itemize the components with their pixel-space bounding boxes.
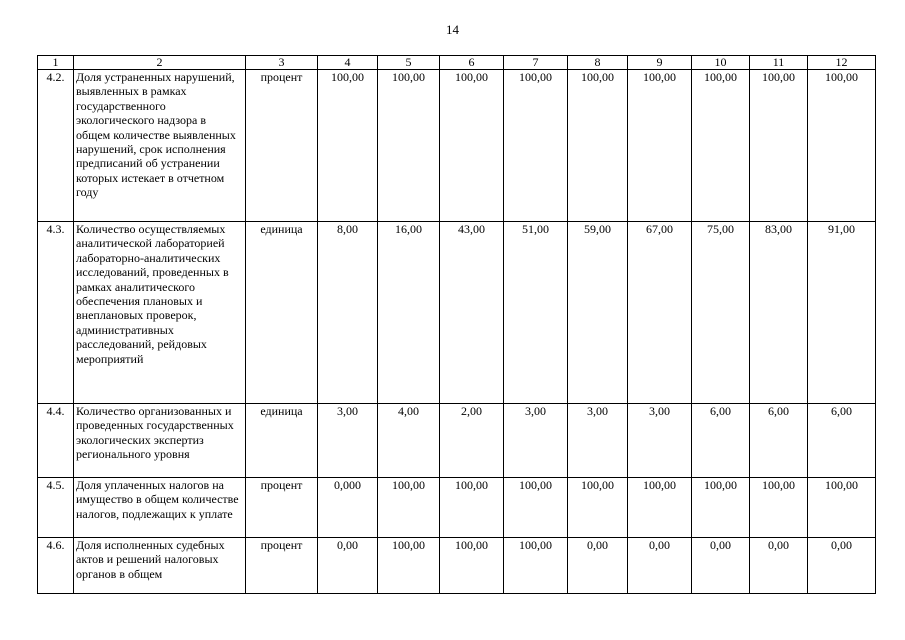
header-cell: 8 xyxy=(568,56,628,70)
value-cell: 67,00 xyxy=(628,222,692,404)
row-number-cell: 4.4. xyxy=(38,404,74,478)
page-number: 14 xyxy=(446,22,459,37)
value-cell: 0,00 xyxy=(318,538,378,594)
value-cell: 3,00 xyxy=(568,404,628,478)
header-cell: 2 xyxy=(74,56,246,70)
value-cell: 6,00 xyxy=(808,404,876,478)
value-cell: 16,00 xyxy=(378,222,440,404)
value-cell: 100,00 xyxy=(440,70,504,222)
value-cell: 0,00 xyxy=(692,538,750,594)
value-cell: 100,00 xyxy=(318,70,378,222)
value-cell: 3,00 xyxy=(318,404,378,478)
value-cell: 100,00 xyxy=(440,538,504,594)
value-cell: 100,00 xyxy=(692,70,750,222)
indicator-name-cell: Количество осуществляемых аналитической лабораторией лабораторно-аналитических исследований, проведенных в рамках аналитического обеспечения плановых и внеплановых проверок, административных расследований, рейдовых мероприятий xyxy=(74,222,246,404)
header-cell: 12 xyxy=(808,56,876,70)
value-cell: 100,00 xyxy=(504,70,568,222)
value-cell: 100,00 xyxy=(568,70,628,222)
header-cell: 5 xyxy=(378,56,440,70)
table-row xyxy=(38,478,876,538)
unit-cell: процент xyxy=(246,478,318,538)
table-row xyxy=(38,70,876,222)
header-cell: 6 xyxy=(440,56,504,70)
value-cell: 0,00 xyxy=(808,538,876,594)
header-cell: 9 xyxy=(628,56,692,70)
value-cell: 0,00 xyxy=(568,538,628,594)
header-cell: 3 xyxy=(246,56,318,70)
value-cell: 0,000 xyxy=(318,478,378,538)
value-cell: 2,00 xyxy=(440,404,504,478)
value-cell: 100,00 xyxy=(750,70,808,222)
value-cell: 100,00 xyxy=(378,70,440,222)
table-row xyxy=(38,222,876,404)
value-cell: 83,00 xyxy=(750,222,808,404)
value-cell: 0,00 xyxy=(628,538,692,594)
unit-cell: процент xyxy=(246,70,318,222)
table-row xyxy=(38,404,876,478)
header-cell: 4 xyxy=(318,56,378,70)
value-cell: 100,00 xyxy=(378,478,440,538)
value-cell: 100,00 xyxy=(628,70,692,222)
value-cell: 75,00 xyxy=(692,222,750,404)
value-cell: 100,00 xyxy=(504,478,568,538)
header-cell: 1 xyxy=(38,56,74,70)
header-cell: 11 xyxy=(750,56,808,70)
value-cell: 8,00 xyxy=(318,222,378,404)
table-row xyxy=(38,538,876,594)
value-cell: 59,00 xyxy=(568,222,628,404)
unit-cell: процент xyxy=(246,538,318,594)
header-row xyxy=(38,56,876,70)
indicator-name-cell: Доля устраненных нарушений, выявленных в рамках государственного экологического надзора в общем количестве выявленных нарушений, срок исполнения предписаний об устранении которых истекает в отчетном году xyxy=(74,70,246,222)
value-cell: 91,00 xyxy=(808,222,876,404)
value-cell: 6,00 xyxy=(692,404,750,478)
indicator-name-cell: Количество организованных и проведенных государственных экологических экспертиз регионального уровня xyxy=(74,404,246,478)
indicator-name-cell: Доля исполненных судебных актов и решений налоговых органов в общем xyxy=(74,538,246,594)
unit-cell: единица xyxy=(246,404,318,478)
value-cell: 4,00 xyxy=(378,404,440,478)
value-cell: 100,00 xyxy=(378,538,440,594)
header-cell: 7 xyxy=(504,56,568,70)
header-cell: 10 xyxy=(692,56,750,70)
value-cell: 100,00 xyxy=(808,70,876,222)
row-number-cell: 4.2. xyxy=(38,70,74,222)
value-cell: 100,00 xyxy=(568,478,628,538)
indicators-table xyxy=(37,55,876,594)
value-cell: 51,00 xyxy=(504,222,568,404)
indicator-name-cell: Доля уплаченных налогов на имущество в общем количестве налогов, подлежащих к уплате xyxy=(74,478,246,538)
value-cell: 100,00 xyxy=(628,478,692,538)
value-cell: 6,00 xyxy=(750,404,808,478)
row-number-cell: 4.3. xyxy=(38,222,74,404)
value-cell: 3,00 xyxy=(504,404,568,478)
row-number-cell: 4.5. xyxy=(38,478,74,538)
value-cell: 100,00 xyxy=(692,478,750,538)
value-cell: 100,00 xyxy=(808,478,876,538)
value-cell: 43,00 xyxy=(440,222,504,404)
value-cell: 100,00 xyxy=(440,478,504,538)
unit-cell: единица xyxy=(246,222,318,404)
value-cell: 3,00 xyxy=(628,404,692,478)
value-cell: 100,00 xyxy=(504,538,568,594)
row-number-cell: 4.6. xyxy=(38,538,74,594)
value-cell: 0,00 xyxy=(750,538,808,594)
value-cell: 100,00 xyxy=(750,478,808,538)
